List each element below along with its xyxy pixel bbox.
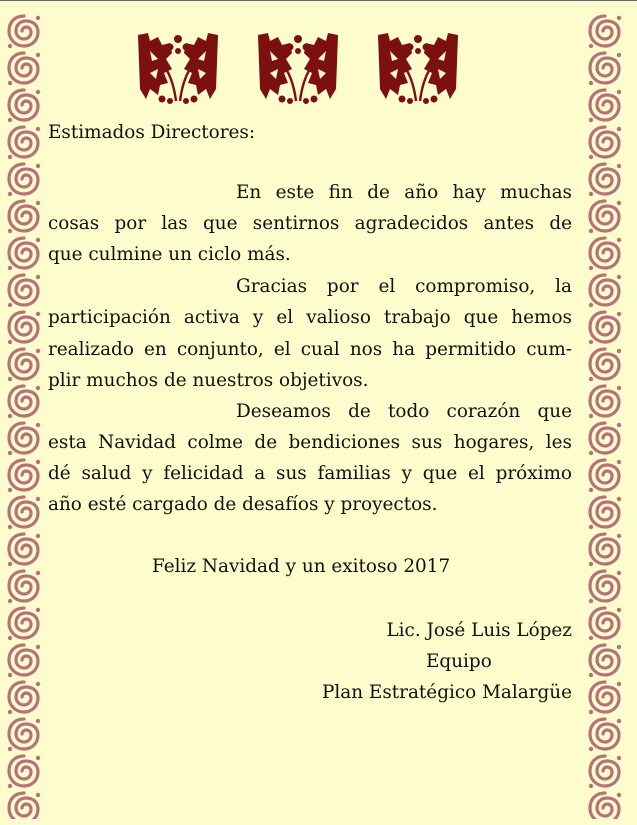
paragraph-2-line-2: participación activa y el valioso trabajo que hemos [48,307,572,328]
paragraph-1-line-2: cosas por las que sentirnos agradecidos antes de [48,213,572,234]
paragraph-3-line-2: esta Navidad colme de bendiciones sus hogares, les [48,432,572,453]
spiral-border-icon [587,13,623,819]
paragraph-3-line-3: dé salud y felicidad a sus familias y que el próximo [48,463,572,484]
paragraph-2-line-4: plir muchos de nuestros objetivos. [48,370,369,391]
closing: Feliz Navidad y un exitoso 2017 [152,556,451,577]
spiral-border-icon [6,13,42,819]
paragraph-1-line-3: que culmine un ciclo más. [48,244,291,265]
signature-team: Equipo [426,651,492,672]
greeting: Estimados Directores: [48,122,256,143]
holly-leaves-icon [376,29,460,105]
paragraph-2-line-1: Gracias por el compromiso, la [236,276,572,297]
paragraph-1-line-1: En este fin de año hay muchas [236,182,572,203]
right-border-ornament [587,13,623,819]
signature-name: Lic. José Luis López [386,620,572,641]
signature-organization: Plan Estratégico Malargüe [322,682,572,703]
holly-leaves-icon [256,29,340,105]
left-border-ornament [6,13,42,819]
paragraph-3-line-1: Deseamos de todo corazón que [236,401,572,422]
paragraph-3-line-4: año esté cargado de desafíos y proyectos. [48,494,438,515]
holly-ornament-row [136,29,476,105]
holly-leaves-icon [136,29,220,105]
paragraph-2-line-3: realizado en conjunto, el cual nos ha permitido cum- [48,339,572,360]
